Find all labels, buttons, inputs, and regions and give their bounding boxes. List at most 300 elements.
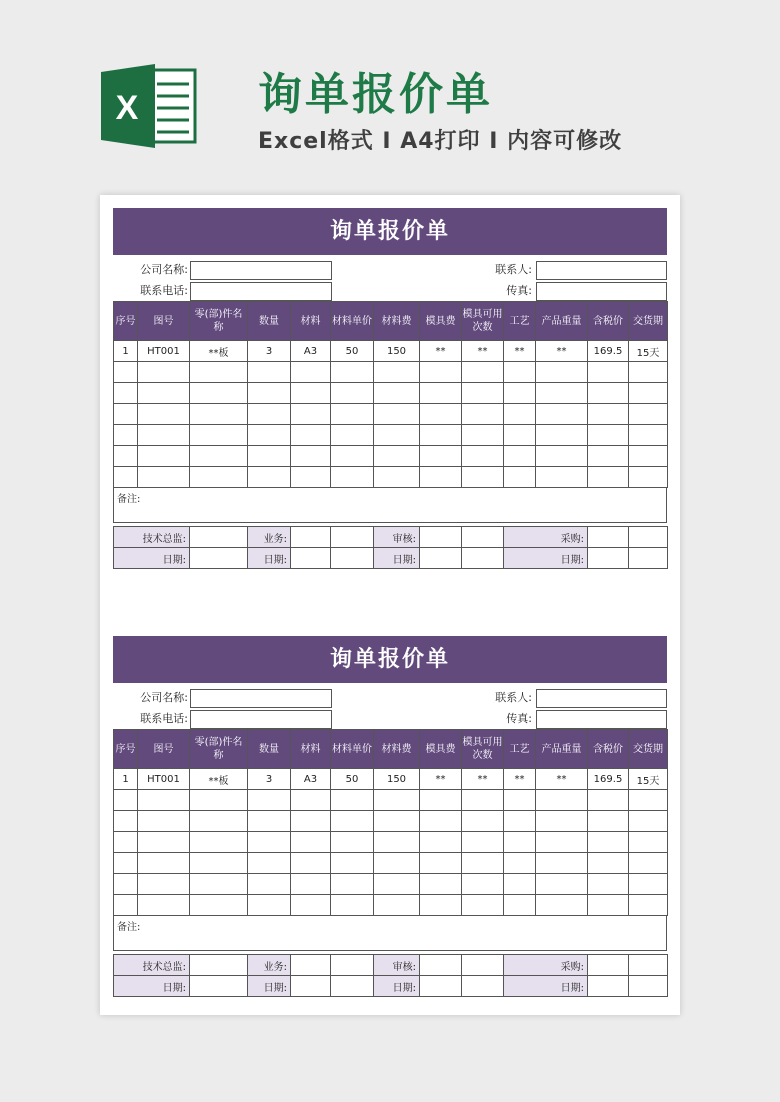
table-cell[interactable] — [291, 853, 331, 874]
col-header: 模具可用次数 — [462, 302, 504, 341]
table-cell[interactable] — [462, 383, 504, 404]
contact-info — [113, 689, 667, 729]
table-cell[interactable] — [138, 790, 190, 811]
table-cell[interactable] — [374, 404, 420, 425]
table-cell[interactable]: 169.5 — [588, 769, 629, 790]
table-cell[interactable] — [138, 811, 190, 832]
table-cell[interactable] — [420, 790, 462, 811]
review-cell[interactable] — [420, 527, 462, 548]
table-cell[interactable] — [629, 383, 668, 404]
date-label: 日期: — [374, 548, 420, 569]
table-cell[interactable] — [588, 895, 629, 916]
table-cell[interactable] — [420, 404, 462, 425]
table-cell[interactable] — [462, 811, 504, 832]
table-cell[interactable] — [536, 853, 588, 874]
table-cell[interactable] — [190, 446, 248, 467]
table-cell[interactable] — [248, 790, 291, 811]
col-header: 材料单价 — [331, 730, 374, 769]
table-cell[interactable] — [331, 446, 374, 467]
excel-logo-icon — [101, 62, 199, 150]
table-cell[interactable] — [462, 874, 504, 895]
table-cell[interactable] — [291, 895, 331, 916]
table-cell[interactable] — [374, 425, 420, 446]
table-cell[interactable] — [588, 467, 629, 488]
fax-label: 传真: — [506, 284, 532, 297]
table-cell[interactable] — [629, 446, 668, 467]
col-header: 模具可用次数 — [462, 730, 504, 769]
table-cell[interactable] — [504, 811, 536, 832]
business-label: 业务: — [248, 955, 291, 976]
table-cell[interactable]: **板 — [190, 341, 248, 362]
date-cell[interactable] — [588, 976, 629, 997]
remark-label: 备注: — [117, 922, 141, 933]
table-cell[interactable] — [190, 362, 248, 383]
table-cell[interactable]: 50 — [331, 769, 374, 790]
table-cell[interactable] — [588, 446, 629, 467]
table-body — [114, 341, 668, 488]
contact-person-field[interactable] — [536, 689, 667, 708]
table-cell[interactable] — [504, 790, 536, 811]
table-cell[interactable] — [588, 811, 629, 832]
col-header: 产品重量 — [536, 730, 588, 769]
table-cell[interactable] — [138, 832, 190, 853]
col-header: 图号 — [138, 730, 190, 769]
table-cell[interactable] — [504, 895, 536, 916]
date-label: 日期: — [248, 976, 291, 997]
table-cell[interactable] — [114, 874, 138, 895]
remark-area[interactable] — [113, 916, 667, 951]
date-cell[interactable] — [629, 976, 668, 997]
table-cell[interactable] — [374, 811, 420, 832]
table-cell[interactable]: **板 — [190, 769, 248, 790]
table-cell[interactable] — [536, 383, 588, 404]
table-cell[interactable] — [536, 446, 588, 467]
table-cell[interactable] — [138, 853, 190, 874]
purchase-cell-2[interactable] — [629, 527, 668, 548]
table-row — [114, 769, 668, 790]
col-header: 零(部)件名称 — [190, 302, 248, 341]
table-cell[interactable] — [190, 853, 248, 874]
col-header: 含税价 — [588, 302, 629, 341]
purchase-label: 采购: — [504, 955, 588, 976]
table-cell[interactable] — [190, 811, 248, 832]
business-cell-2[interactable] — [331, 527, 374, 548]
table-cell[interactable] — [536, 467, 588, 488]
table-cell[interactable] — [629, 790, 668, 811]
table-cell[interactable]: A3 — [291, 769, 331, 790]
contact-info — [113, 261, 667, 301]
phone-label: 联系电话: — [140, 712, 188, 725]
table-cell[interactable] — [248, 446, 291, 467]
logo-letter: X — [115, 89, 139, 127]
table-cell[interactable] — [138, 895, 190, 916]
table-cell[interactable]: HT001 — [138, 341, 190, 362]
table-cell[interactable] — [629, 404, 668, 425]
phone-field[interactable] — [190, 282, 332, 301]
table-row — [114, 467, 668, 488]
table-cell[interactable]: 1 — [114, 341, 138, 362]
table-cell[interactable] — [138, 425, 190, 446]
table-cell[interactable] — [248, 362, 291, 383]
table-cell[interactable] — [420, 425, 462, 446]
phone-label: 联系电话: — [140, 284, 188, 297]
table-cell[interactable] — [331, 874, 374, 895]
date-cell[interactable] — [462, 976, 504, 997]
date-cell[interactable] — [331, 976, 374, 997]
contact-person-label: 联系人: — [495, 691, 532, 704]
table-cell[interactable] — [291, 446, 331, 467]
table-cell[interactable] — [291, 811, 331, 832]
table-row — [114, 362, 668, 383]
table-cell[interactable] — [114, 853, 138, 874]
table-cell[interactable] — [462, 446, 504, 467]
table-cell[interactable] — [138, 467, 190, 488]
table-body — [114, 769, 668, 916]
table-cell[interactable] — [588, 790, 629, 811]
table-cell[interactable] — [291, 790, 331, 811]
table-row — [114, 383, 668, 404]
table-cell[interactable] — [331, 832, 374, 853]
table-cell[interactable] — [504, 362, 536, 383]
table-cell[interactable] — [504, 446, 536, 467]
company-name-label: 公司名称: — [140, 691, 188, 704]
table-cell[interactable] — [504, 467, 536, 488]
col-header: 产品重量 — [536, 302, 588, 341]
table-cell[interactable]: ** — [462, 769, 504, 790]
table-cell[interactable] — [536, 404, 588, 425]
table-cell[interactable] — [462, 790, 504, 811]
table-cell[interactable] — [331, 853, 374, 874]
table-cell[interactable] — [504, 832, 536, 853]
review-label: 审核: — [374, 955, 420, 976]
date-cell[interactable] — [588, 548, 629, 569]
date-cell[interactable] — [420, 976, 462, 997]
table-cell[interactable] — [190, 790, 248, 811]
table-cell[interactable] — [374, 362, 420, 383]
table-cell[interactable] — [462, 832, 504, 853]
table-cell[interactable] — [331, 362, 374, 383]
company-name-field[interactable] — [190, 689, 332, 708]
table-cell[interactable]: ** — [536, 341, 588, 362]
table-cell[interactable] — [504, 404, 536, 425]
table-cell[interactable] — [629, 811, 668, 832]
review-label: 审核: — [374, 527, 420, 548]
table-cell[interactable]: 3 — [248, 769, 291, 790]
table-cell[interactable] — [248, 811, 291, 832]
table-cell[interactable] — [374, 790, 420, 811]
table-cell[interactable] — [291, 874, 331, 895]
tech-director-label: 技术总监: — [114, 955, 190, 976]
table-cell[interactable]: ** — [420, 769, 462, 790]
table-cell[interactable] — [114, 362, 138, 383]
table-cell[interactable] — [114, 446, 138, 467]
table-cell[interactable] — [331, 895, 374, 916]
table-cell[interactable] — [248, 425, 291, 446]
table-cell[interactable] — [114, 383, 138, 404]
table-cell[interactable] — [629, 895, 668, 916]
col-header: 材料费 — [374, 302, 420, 341]
table-cell[interactable] — [504, 874, 536, 895]
table-cell[interactable]: HT001 — [138, 769, 190, 790]
date-cell[interactable] — [190, 548, 248, 569]
table-cell[interactable] — [138, 446, 190, 467]
table-cell[interactable] — [190, 895, 248, 916]
col-header: 材料 — [291, 302, 331, 341]
col-header: 数量 — [248, 302, 291, 341]
table-cell[interactable] — [374, 895, 420, 916]
table-cell[interactable]: 15天 — [629, 769, 668, 790]
table-cell[interactable] — [504, 853, 536, 874]
table-cell[interactable]: ** — [420, 341, 462, 362]
table-cell[interactable]: A3 — [291, 341, 331, 362]
date-cell[interactable] — [629, 548, 668, 569]
table-cell[interactable] — [331, 790, 374, 811]
table-cell[interactable] — [462, 425, 504, 446]
date-label: 日期: — [114, 548, 190, 569]
col-header: 交货期 — [629, 302, 668, 341]
table-cell[interactable] — [374, 467, 420, 488]
table-cell[interactable] — [462, 362, 504, 383]
table-cell[interactable] — [248, 895, 291, 916]
date-cell[interactable] — [331, 548, 374, 569]
table-row — [114, 446, 668, 467]
table-cell[interactable] — [588, 383, 629, 404]
table-cell[interactable] — [291, 362, 331, 383]
table-cell[interactable] — [588, 362, 629, 383]
table-row — [114, 874, 668, 895]
table-row — [114, 853, 668, 874]
table-row — [114, 404, 668, 425]
table-row — [114, 895, 668, 916]
table-row — [114, 811, 668, 832]
table-cell[interactable] — [291, 404, 331, 425]
quotation-form-2 — [113, 636, 667, 997]
table-cell[interactable] — [331, 425, 374, 446]
fax-field[interactable] — [536, 710, 667, 729]
table-cell[interactable] — [291, 425, 331, 446]
col-header: 工艺 — [504, 730, 536, 769]
table-cell[interactable] — [420, 832, 462, 853]
table-cell[interactable] — [331, 383, 374, 404]
table-cell[interactable]: 150 — [374, 341, 420, 362]
purchase-cell-2[interactable] — [629, 955, 668, 976]
date-cell[interactable] — [420, 548, 462, 569]
table-cell[interactable] — [291, 467, 331, 488]
table-cell[interactable] — [331, 811, 374, 832]
table-cell[interactable] — [114, 790, 138, 811]
company-name-label: 公司名称: — [140, 263, 188, 276]
table-cell[interactable] — [588, 853, 629, 874]
table-cell[interactable]: ** — [504, 341, 536, 362]
tech-director-cell[interactable] — [190, 955, 248, 976]
review-cell-2[interactable] — [462, 955, 504, 976]
table-cell[interactable] — [420, 874, 462, 895]
table-cell[interactable] — [291, 383, 331, 404]
remark-label: 备注: — [117, 494, 141, 505]
table-cell[interactable]: 3 — [248, 341, 291, 362]
col-header: 含税价 — [588, 730, 629, 769]
table-cell[interactable] — [420, 362, 462, 383]
form-title: 询单报价单 — [113, 208, 667, 255]
table-cell[interactable] — [138, 874, 190, 895]
table-cell[interactable]: 150 — [374, 769, 420, 790]
col-header: 序号 — [114, 302, 138, 341]
table-cell[interactable] — [114, 404, 138, 425]
col-header: 材料 — [291, 730, 331, 769]
table-cell[interactable]: ** — [462, 341, 504, 362]
fax-field[interactable] — [536, 282, 667, 301]
col-header: 图号 — [138, 302, 190, 341]
table-cell[interactable] — [374, 832, 420, 853]
col-header: 数量 — [248, 730, 291, 769]
table-cell[interactable] — [629, 467, 668, 488]
col-header: 序号 — [114, 730, 138, 769]
business-cell-2[interactable] — [331, 955, 374, 976]
table-cell[interactable] — [536, 811, 588, 832]
table-cell[interactable] — [536, 425, 588, 446]
table-cell[interactable]: 50 — [331, 341, 374, 362]
table-cell[interactable] — [629, 832, 668, 853]
table-cell[interactable] — [504, 383, 536, 404]
signature-table — [113, 526, 668, 569]
remark-area[interactable] — [113, 488, 667, 523]
page-subtitle: Excel格式 I A4打印 I 内容可修改 — [258, 129, 623, 154]
business-label: 业务: — [248, 527, 291, 548]
table-cell[interactable] — [420, 811, 462, 832]
table-cell[interactable] — [462, 853, 504, 874]
contact-person-label: 联系人: — [495, 263, 532, 276]
col-header: 零(部)件名称 — [190, 730, 248, 769]
table-cell[interactable] — [536, 874, 588, 895]
table-cell[interactable] — [374, 874, 420, 895]
table-cell[interactable] — [331, 467, 374, 488]
table-cell[interactable] — [190, 383, 248, 404]
table-cell[interactable] — [114, 467, 138, 488]
table-cell[interactable] — [420, 853, 462, 874]
table-cell[interactable]: 169.5 — [588, 341, 629, 362]
business-cell[interactable] — [291, 955, 331, 976]
table-cell[interactable] — [138, 383, 190, 404]
table-cell[interactable] — [462, 895, 504, 916]
company-name-field[interactable] — [190, 261, 332, 280]
table-cell[interactable] — [536, 832, 588, 853]
table-cell[interactable] — [114, 895, 138, 916]
table-cell[interactable] — [190, 467, 248, 488]
table-cell[interactable]: 15天 — [629, 341, 668, 362]
table-cell[interactable] — [420, 383, 462, 404]
table-cell[interactable]: 1 — [114, 769, 138, 790]
fax-label: 传真: — [506, 712, 532, 725]
table-row — [114, 790, 668, 811]
table-cell[interactable] — [629, 853, 668, 874]
col-header: 模具费 — [420, 302, 462, 341]
purchase-label: 采购: — [504, 527, 588, 548]
date-cell[interactable] — [190, 976, 248, 997]
table-cell[interactable] — [629, 425, 668, 446]
col-header: 交货期 — [629, 730, 668, 769]
table-row — [114, 341, 668, 362]
col-header: 工艺 — [504, 302, 536, 341]
tech-director-cell[interactable] — [190, 527, 248, 548]
table-cell[interactable] — [420, 446, 462, 467]
review-cell-2[interactable] — [462, 527, 504, 548]
quotation-form-1 — [113, 208, 667, 569]
table-cell[interactable]: ** — [536, 769, 588, 790]
table-cell[interactable] — [536, 790, 588, 811]
contact-person-field[interactable] — [536, 261, 667, 280]
col-header: 材料费 — [374, 730, 420, 769]
page-headline: 询单报价单 — [258, 69, 493, 120]
table-cell[interactable] — [588, 874, 629, 895]
table-cell[interactable] — [504, 425, 536, 446]
date-cell[interactable] — [462, 548, 504, 569]
date-label: 日期: — [114, 976, 190, 997]
table-cell[interactable] — [190, 832, 248, 853]
table-cell[interactable] — [588, 832, 629, 853]
table-cell[interactable] — [629, 874, 668, 895]
table-cell[interactable] — [190, 425, 248, 446]
table-cell[interactable] — [114, 832, 138, 853]
date-cell[interactable] — [291, 976, 331, 997]
table-cell[interactable] — [138, 404, 190, 425]
table-cell[interactable] — [190, 874, 248, 895]
table-cell[interactable] — [462, 467, 504, 488]
table-cell[interactable] — [629, 362, 668, 383]
business-cell[interactable] — [291, 527, 331, 548]
table-row — [114, 425, 668, 446]
table-cell[interactable] — [291, 832, 331, 853]
phone-field[interactable] — [190, 710, 332, 729]
tech-director-label: 技术总监: — [114, 527, 190, 548]
table-cell[interactable] — [420, 467, 462, 488]
quotation-table — [113, 301, 668, 488]
date-label: 日期: — [504, 548, 588, 569]
table-cell[interactable] — [248, 832, 291, 853]
table-cell[interactable]: ** — [504, 769, 536, 790]
table-cell[interactable] — [190, 404, 248, 425]
table-cell[interactable] — [331, 404, 374, 425]
table-cell[interactable] — [248, 467, 291, 488]
table-cell[interactable] — [248, 874, 291, 895]
table-cell[interactable] — [374, 446, 420, 467]
table-cell[interactable] — [114, 425, 138, 446]
table-cell[interactable] — [374, 383, 420, 404]
table-cell[interactable] — [588, 404, 629, 425]
table-cell[interactable] — [248, 404, 291, 425]
signature-table — [113, 954, 668, 997]
table-cell[interactable] — [248, 853, 291, 874]
table-cell[interactable] — [248, 383, 291, 404]
table-cell[interactable] — [374, 853, 420, 874]
date-label: 日期: — [504, 976, 588, 997]
form-title: 询单报价单 — [113, 636, 667, 683]
purchase-cell[interactable] — [588, 527, 629, 548]
review-cell[interactable] — [420, 955, 462, 976]
table-cell[interactable] — [114, 811, 138, 832]
table-cell[interactable] — [420, 895, 462, 916]
col-header: 材料单价 — [331, 302, 374, 341]
table-cell[interactable] — [462, 404, 504, 425]
purchase-cell[interactable] — [588, 955, 629, 976]
date-cell[interactable] — [291, 548, 331, 569]
table-cell[interactable] — [536, 895, 588, 916]
col-header: 模具费 — [420, 730, 462, 769]
date-label: 日期: — [248, 548, 291, 569]
table-cell[interactable] — [138, 362, 190, 383]
quotation-table — [113, 729, 668, 916]
table-cell[interactable] — [588, 425, 629, 446]
table-cell[interactable] — [536, 362, 588, 383]
